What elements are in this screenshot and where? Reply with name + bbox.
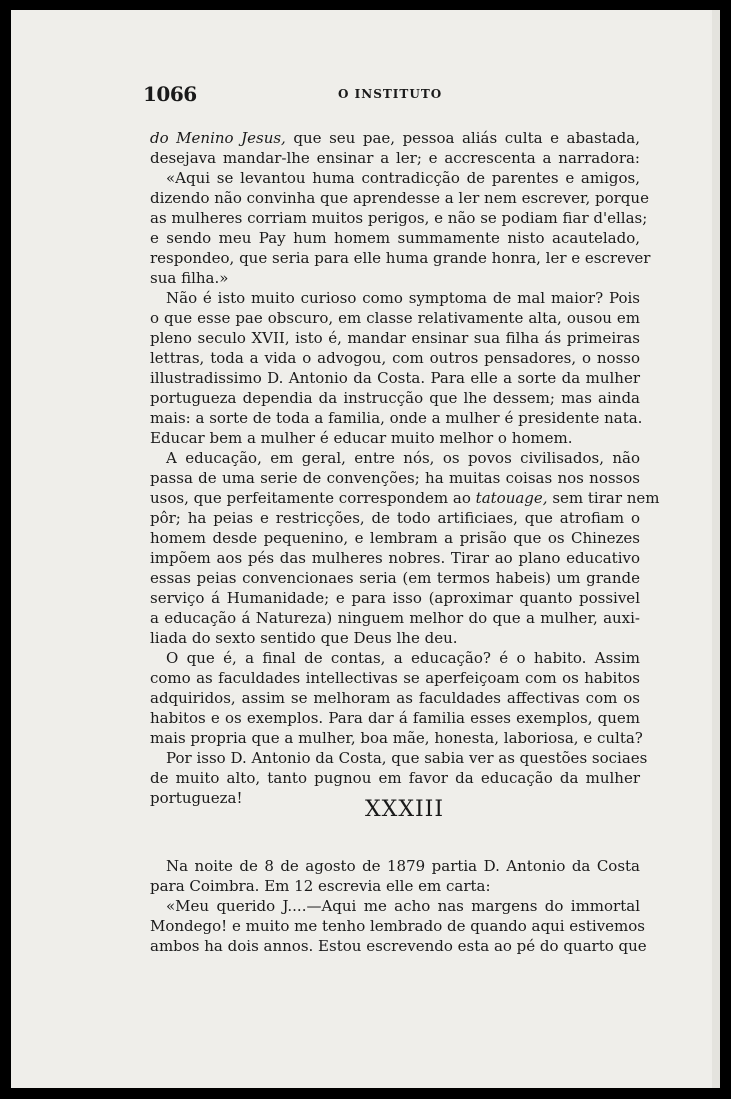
text-line: essas peias convencionaes seria (em termos habeis) um grande [150,569,640,587]
page-header [143,82,640,108]
text-line: A educação, em geral, entre nós, os povos civilisados, não [166,449,640,467]
text-line: habitos e os exemplos. Para dar á familia esses exemplos, quem [150,709,640,727]
text-line: Na noite de 8 de agosto de 1879 partia D. Antonio da Costa [166,857,640,875]
text-line: adquiridos, assim se melhoram as faculdades affectivas com os [150,689,640,707]
text-line: homem desde pequenino, e lembram a prisão que os Chinezes [150,529,640,547]
text-line: pôr; ha peias e restricções, de todo artificiaes, que atrofiam o [150,509,640,527]
italic-word: tatouage, [475,489,548,507]
text-line: dizendo não convinha que aprendesse a ler nem escrever, porque [150,189,649,207]
text-line: «Aqui se levantou huma contradicção de parentes e amigos, [166,169,640,187]
text-line: mais propria que a mulher, boa mãe, honesta, laboriosa, e culta? [150,729,643,747]
text-line: para Coimbra. Em 12 escrevia elle em carta: [150,877,491,895]
text-line: as mulheres corriam muitos perigos, e não se podiam fiar d'ellas; [150,209,648,227]
text-line: pleno seculo XVII, isto é, mandar ensinar sua filha ás primeiras [150,329,640,347]
text-line: sua filha.» [150,269,229,287]
text-line: «Meu querido J....—Aqui me acho nas margens do immortal [166,897,640,915]
text-line: Educar bem a mulher é educar muito melhor o homem. [150,429,573,447]
text-line: Mondego! e muito me tenho lembrado de quando aqui estivemos [150,917,646,935]
text-line: Não é isto muito curioso como symptoma de mal maior? Pois [166,289,640,307]
text-line: do Menino Jesus, que seu pae, pessoa aliás culta e abastada, [150,129,640,147]
text-line: O que é, a final de contas, a educação? é o habito. Assim [166,649,640,667]
running-head: O INSTITUTO [338,87,443,101]
text-line: portugueza dependia da instrucção que lhe dessem; mas ainda [150,389,640,407]
text-line: passa de uma serie de convenções; ha muitas coisas nos nossos [150,469,640,487]
page-number: 1066 [143,82,197,106]
text-line: mais: a sorte de toda a familia, onde a mulher é presidente nata. [150,409,643,427]
text-line: illustradissimo D. Antonio da Costa. Para elle a sorte da mulher [150,369,640,387]
text-line: a educação á Natureza) ninguem melhor do que a mulher, auxi- [150,609,640,627]
text-line: Por isso D. Antonio da Costa, que sabia ver as questões sociaes [166,749,648,767]
text-line: liada do sexto sentido que Deus lhe deu. [150,629,458,647]
text-line: como as faculdades intellectivas se aperfeiçoam com os habitos [150,669,640,687]
text-line: portugueza! [150,789,243,807]
text-line: de muito alto, tanto pugnou em favor da educação da mulher [150,769,640,787]
text-line: impõem aos pés das mulheres nobres. Tirar ao plano educativo [150,549,640,567]
text-line: serviço á Humanidade; e para isso (aproximar quanto possivel [150,589,640,607]
text-line: o que esse pae obscuro, em classe relativamente alta, ousou em [150,309,640,327]
italic-phrase: do Menino Jesus, [150,129,286,147]
page-edge [712,10,720,1088]
text-line: e sendo meu Pay hum homem summamente nisto acautelado, [150,229,640,247]
text-line: ambos ha dois annos. Estou escrevendo esta ao pé do quarto que [150,937,647,955]
text-line: respondeo, que seria para elle huma grande honra, ler e escrever [150,249,651,267]
text-line: desejava mandar-lhe ensinar a ler; e accrescenta a narradora: [150,149,640,167]
text-line: usos, que perfeitamente correspondem ao tatouage, sem tirar nem [150,489,660,507]
text-line: lettras, toda a vida o advogou, com outros pensadores, o nosso [150,349,640,367]
section-heading: XXXIII [365,797,445,822]
